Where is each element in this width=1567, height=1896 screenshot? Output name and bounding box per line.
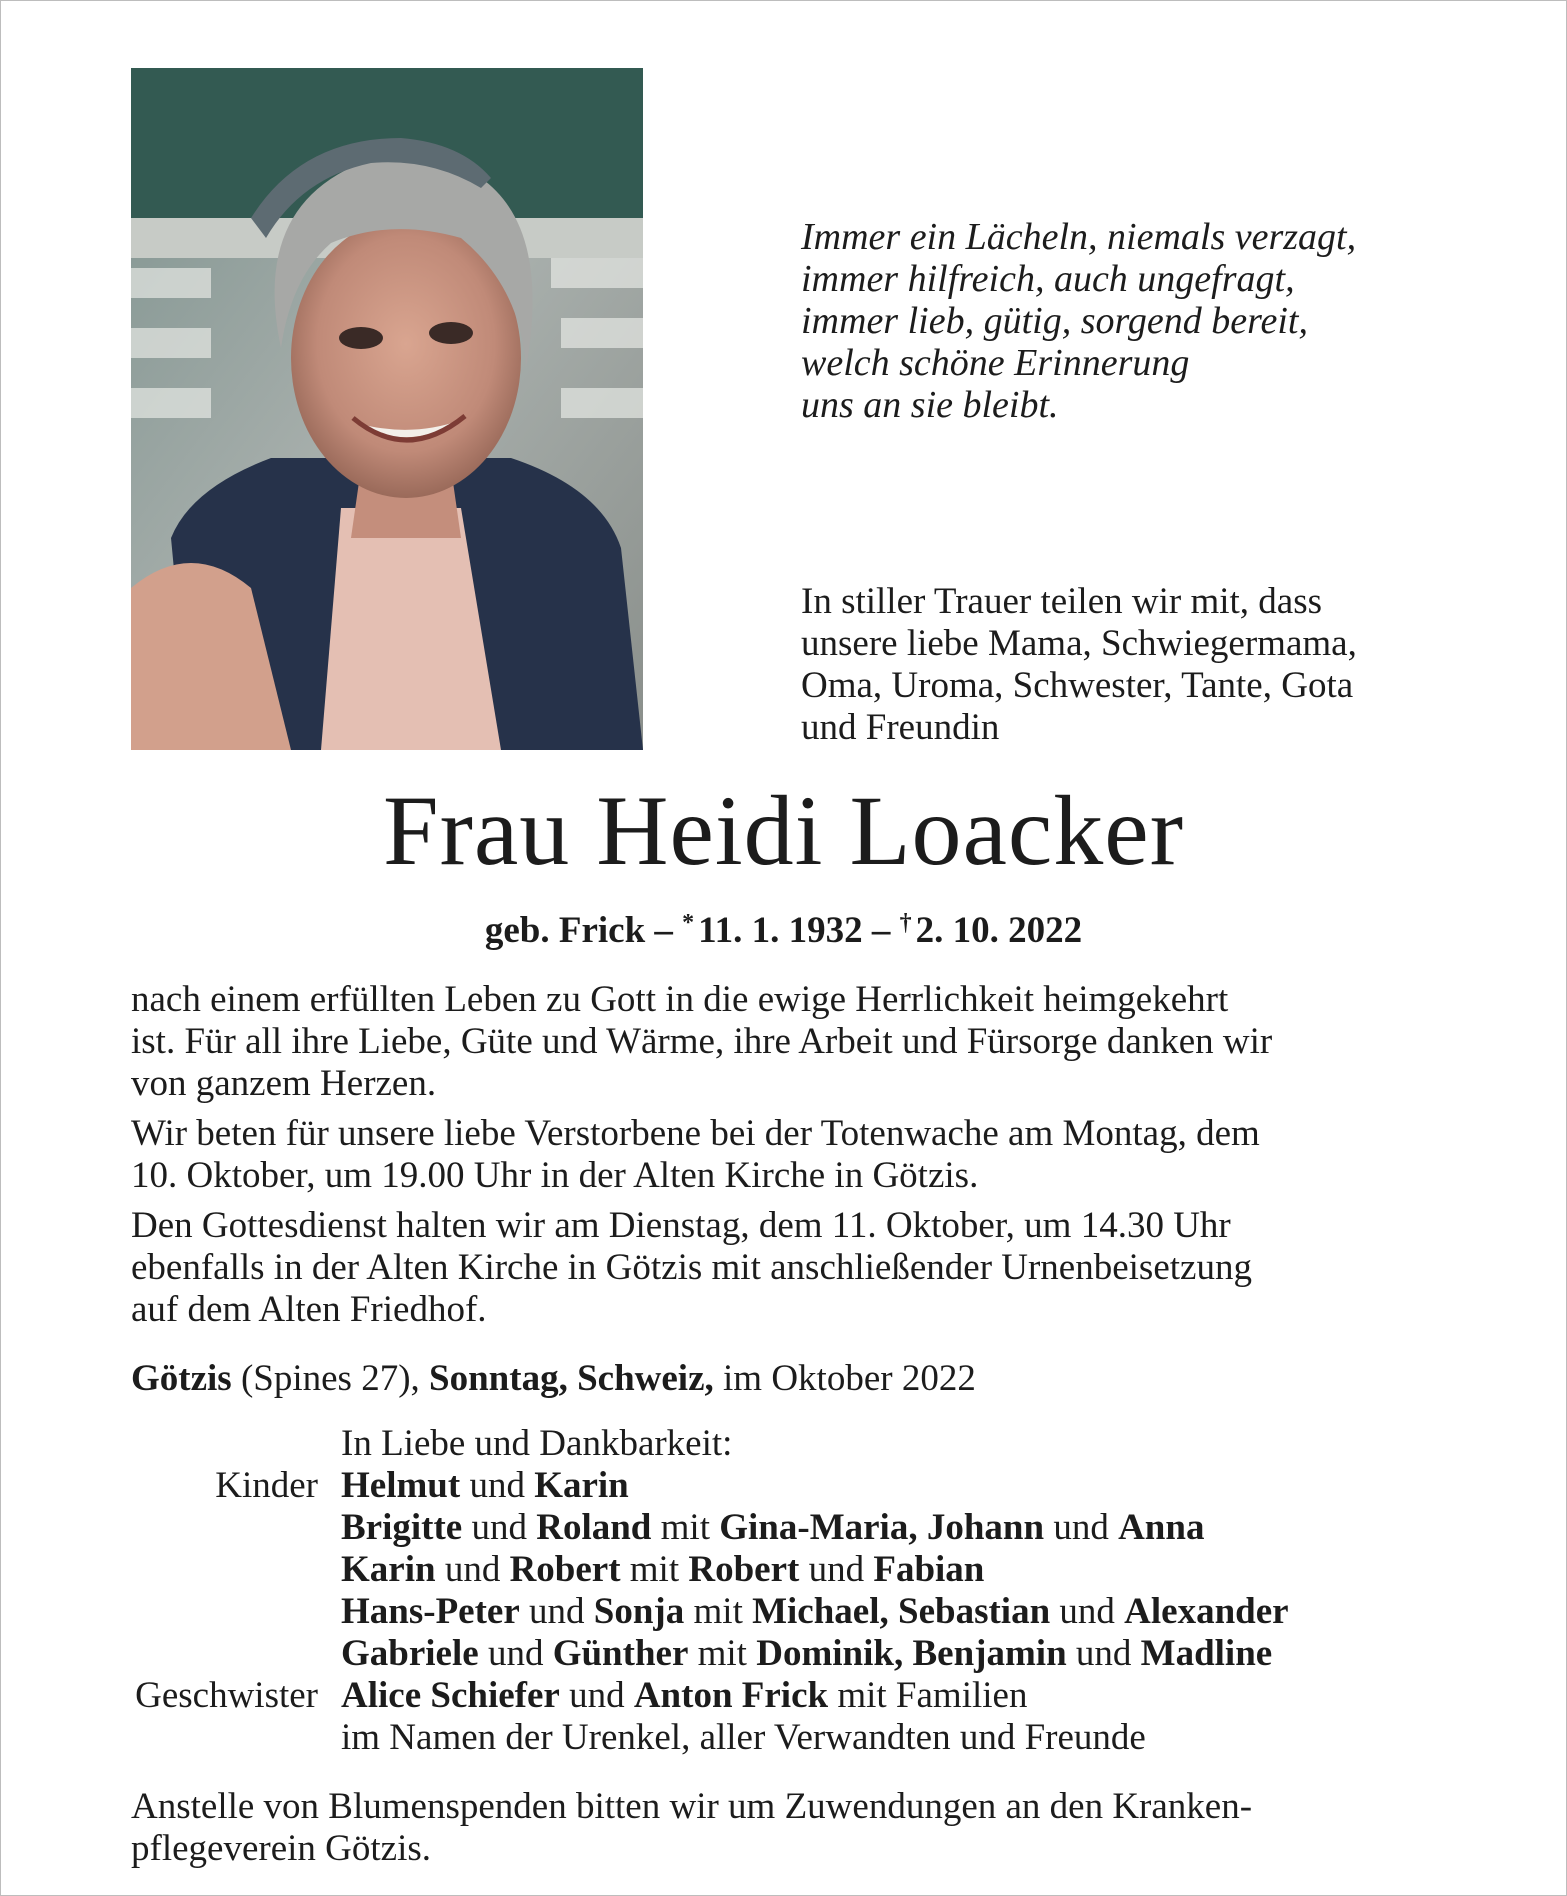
connector: und bbox=[1066, 1633, 1141, 1674]
closing-note bbox=[131, 1786, 1451, 1870]
family-row bbox=[1, 1591, 1566, 1633]
connector: und bbox=[559, 1675, 634, 1716]
family-list bbox=[1, 1423, 1566, 1759]
family-member: Madline bbox=[1140, 1633, 1273, 1674]
connector: mit bbox=[684, 1591, 753, 1632]
place-date-line bbox=[131, 1358, 1441, 1400]
poem bbox=[801, 216, 1501, 426]
family-outro-row bbox=[1, 1717, 1566, 1759]
life-dates bbox=[1, 901, 1566, 953]
family-member: Sonja bbox=[593, 1591, 685, 1632]
death-symbol: † bbox=[899, 910, 912, 936]
poem-line: Immer ein Lächeln, niemals verzagt, bbox=[801, 216, 1357, 258]
geschwister-label: Geschwister bbox=[135, 1675, 318, 1716]
text-line: von ganzem Herzen. bbox=[131, 1063, 437, 1104]
town: Götzis bbox=[131, 1358, 232, 1399]
family-entry bbox=[341, 1549, 984, 1591]
connector: und bbox=[799, 1549, 874, 1590]
separator: – bbox=[871, 910, 891, 951]
family-outro: im Namen der Urenkel, aller Verwandten und Freunde bbox=[341, 1717, 1146, 1758]
address: (Spines 27), bbox=[231, 1358, 430, 1399]
family-member: Gabriele bbox=[341, 1633, 479, 1674]
text-line: ist. Für all ihre Liebe, Güte und Wärme, ihre Arbeit und Fürsorge danken wir bbox=[131, 1021, 1273, 1062]
paragraph-vigil bbox=[131, 1113, 1441, 1197]
family-member: Anton Frick bbox=[633, 1675, 829, 1716]
family-entry bbox=[341, 1507, 1204, 1549]
family-entry bbox=[341, 1675, 1027, 1717]
body-text bbox=[131, 979, 1441, 1339]
connector: mit bbox=[688, 1633, 757, 1674]
text-line: ebenfalls in der Alten Kirche in Götzis mit anschließender Urnenbeisetzung bbox=[131, 1247, 1252, 1288]
family-member: Robert bbox=[509, 1549, 621, 1590]
portrait-photo bbox=[131, 68, 643, 750]
separator: – bbox=[654, 910, 673, 951]
connector: und bbox=[462, 1507, 537, 1548]
connector: mit bbox=[620, 1549, 689, 1590]
family-row bbox=[1, 1633, 1566, 1675]
month: im Oktober 2022 bbox=[713, 1358, 976, 1399]
family-member: Günther bbox=[552, 1633, 689, 1674]
text-line: 10. Oktober, um 19.00 Uhr in der Alten Kirche in Götzis. bbox=[131, 1155, 979, 1196]
day: Sonntag, Schweiz, bbox=[429, 1358, 714, 1399]
text-line: Den Gottesdienst halten wir am Dienstag, dem 11. Oktober, um 14.30 Uhr bbox=[131, 1205, 1231, 1246]
announcement-line: unsere liebe Mama, Schwiegermama, bbox=[801, 623, 1357, 664]
announcement bbox=[801, 581, 1501, 749]
connector: mit Familien bbox=[828, 1675, 1028, 1716]
deceased-name: Frau Heidi Loacker bbox=[382, 775, 1184, 886]
connector: und bbox=[435, 1549, 510, 1590]
connector: und bbox=[1050, 1591, 1125, 1632]
poem-line: immer lieb, gütig, sorgend bereit, bbox=[801, 300, 1308, 342]
closing-line: pflegeverein Götzis. bbox=[131, 1828, 431, 1869]
announcement-line: In stiller Trauer teilen wir mit, dass bbox=[801, 581, 1323, 622]
poem-line: immer hilfreich, auch ungefragt, bbox=[801, 258, 1295, 300]
connector: und bbox=[1044, 1507, 1119, 1548]
family-member: Karin bbox=[341, 1549, 436, 1590]
paragraph-passing bbox=[131, 979, 1441, 1105]
family-row bbox=[1, 1507, 1566, 1549]
family-entry bbox=[341, 1465, 629, 1507]
connector: und bbox=[478, 1633, 553, 1674]
maiden-name: geb. Frick bbox=[484, 910, 646, 951]
family-member: Alexander bbox=[1124, 1591, 1289, 1632]
family-member: Alice Schiefer bbox=[341, 1675, 560, 1716]
birth-symbol: * bbox=[682, 910, 695, 936]
family-member: Brigitte bbox=[341, 1507, 463, 1548]
birth-date: 11. 1. 1932 bbox=[698, 910, 863, 951]
family-row bbox=[1, 1675, 1566, 1717]
family-intro: In Liebe und Dankbarkeit: bbox=[341, 1423, 733, 1464]
connector: mit bbox=[651, 1507, 720, 1548]
family-member: Robert bbox=[688, 1549, 800, 1590]
family-member: Gina-Maria, Johann bbox=[719, 1507, 1045, 1548]
family-member: Fabian bbox=[873, 1549, 985, 1590]
family-entry bbox=[341, 1633, 1272, 1675]
connector: und bbox=[519, 1591, 594, 1632]
paragraph-service bbox=[131, 1205, 1441, 1331]
announcement-line: und Freundin bbox=[801, 707, 1000, 748]
family-member: Michael, Sebastian bbox=[752, 1591, 1051, 1632]
closing-line: Anstelle von Blumenspenden bitten wir um Zuwendungen an den Kranken- bbox=[131, 1786, 1253, 1827]
announcement-line: Oma, Uroma, Schwester, Tante, Gota bbox=[801, 665, 1354, 706]
connector: und bbox=[460, 1465, 535, 1506]
poem-line: welch schöne Erinnerung bbox=[801, 342, 1190, 384]
family-member: Anna bbox=[1118, 1507, 1205, 1548]
family-member: Dominik, Benjamin bbox=[756, 1633, 1067, 1674]
family-intro-row bbox=[1, 1423, 1566, 1465]
death-date: 2. 10. 2022 bbox=[915, 910, 1083, 951]
family-entry bbox=[341, 1591, 1289, 1633]
family-row bbox=[1, 1549, 1566, 1591]
family-member: Roland bbox=[536, 1507, 652, 1548]
family-member: Hans-Peter bbox=[341, 1591, 520, 1632]
text-line: nach einem erfüllten Leben zu Gott in die ewige Herrlichkeit heimgekehrt bbox=[131, 979, 1229, 1020]
family-member: Helmut bbox=[341, 1465, 461, 1506]
kinder-label: Kinder bbox=[215, 1465, 318, 1506]
family-member: Karin bbox=[534, 1465, 629, 1506]
text-line: auf dem Alten Friedhof. bbox=[131, 1289, 487, 1330]
family-row bbox=[1, 1465, 1566, 1507]
poem-line: uns an sie bleibt. bbox=[801, 384, 1059, 426]
text-line: Wir beten für unsere liebe Verstorbene bei der Totenwache am Montag, dem bbox=[131, 1113, 1260, 1154]
